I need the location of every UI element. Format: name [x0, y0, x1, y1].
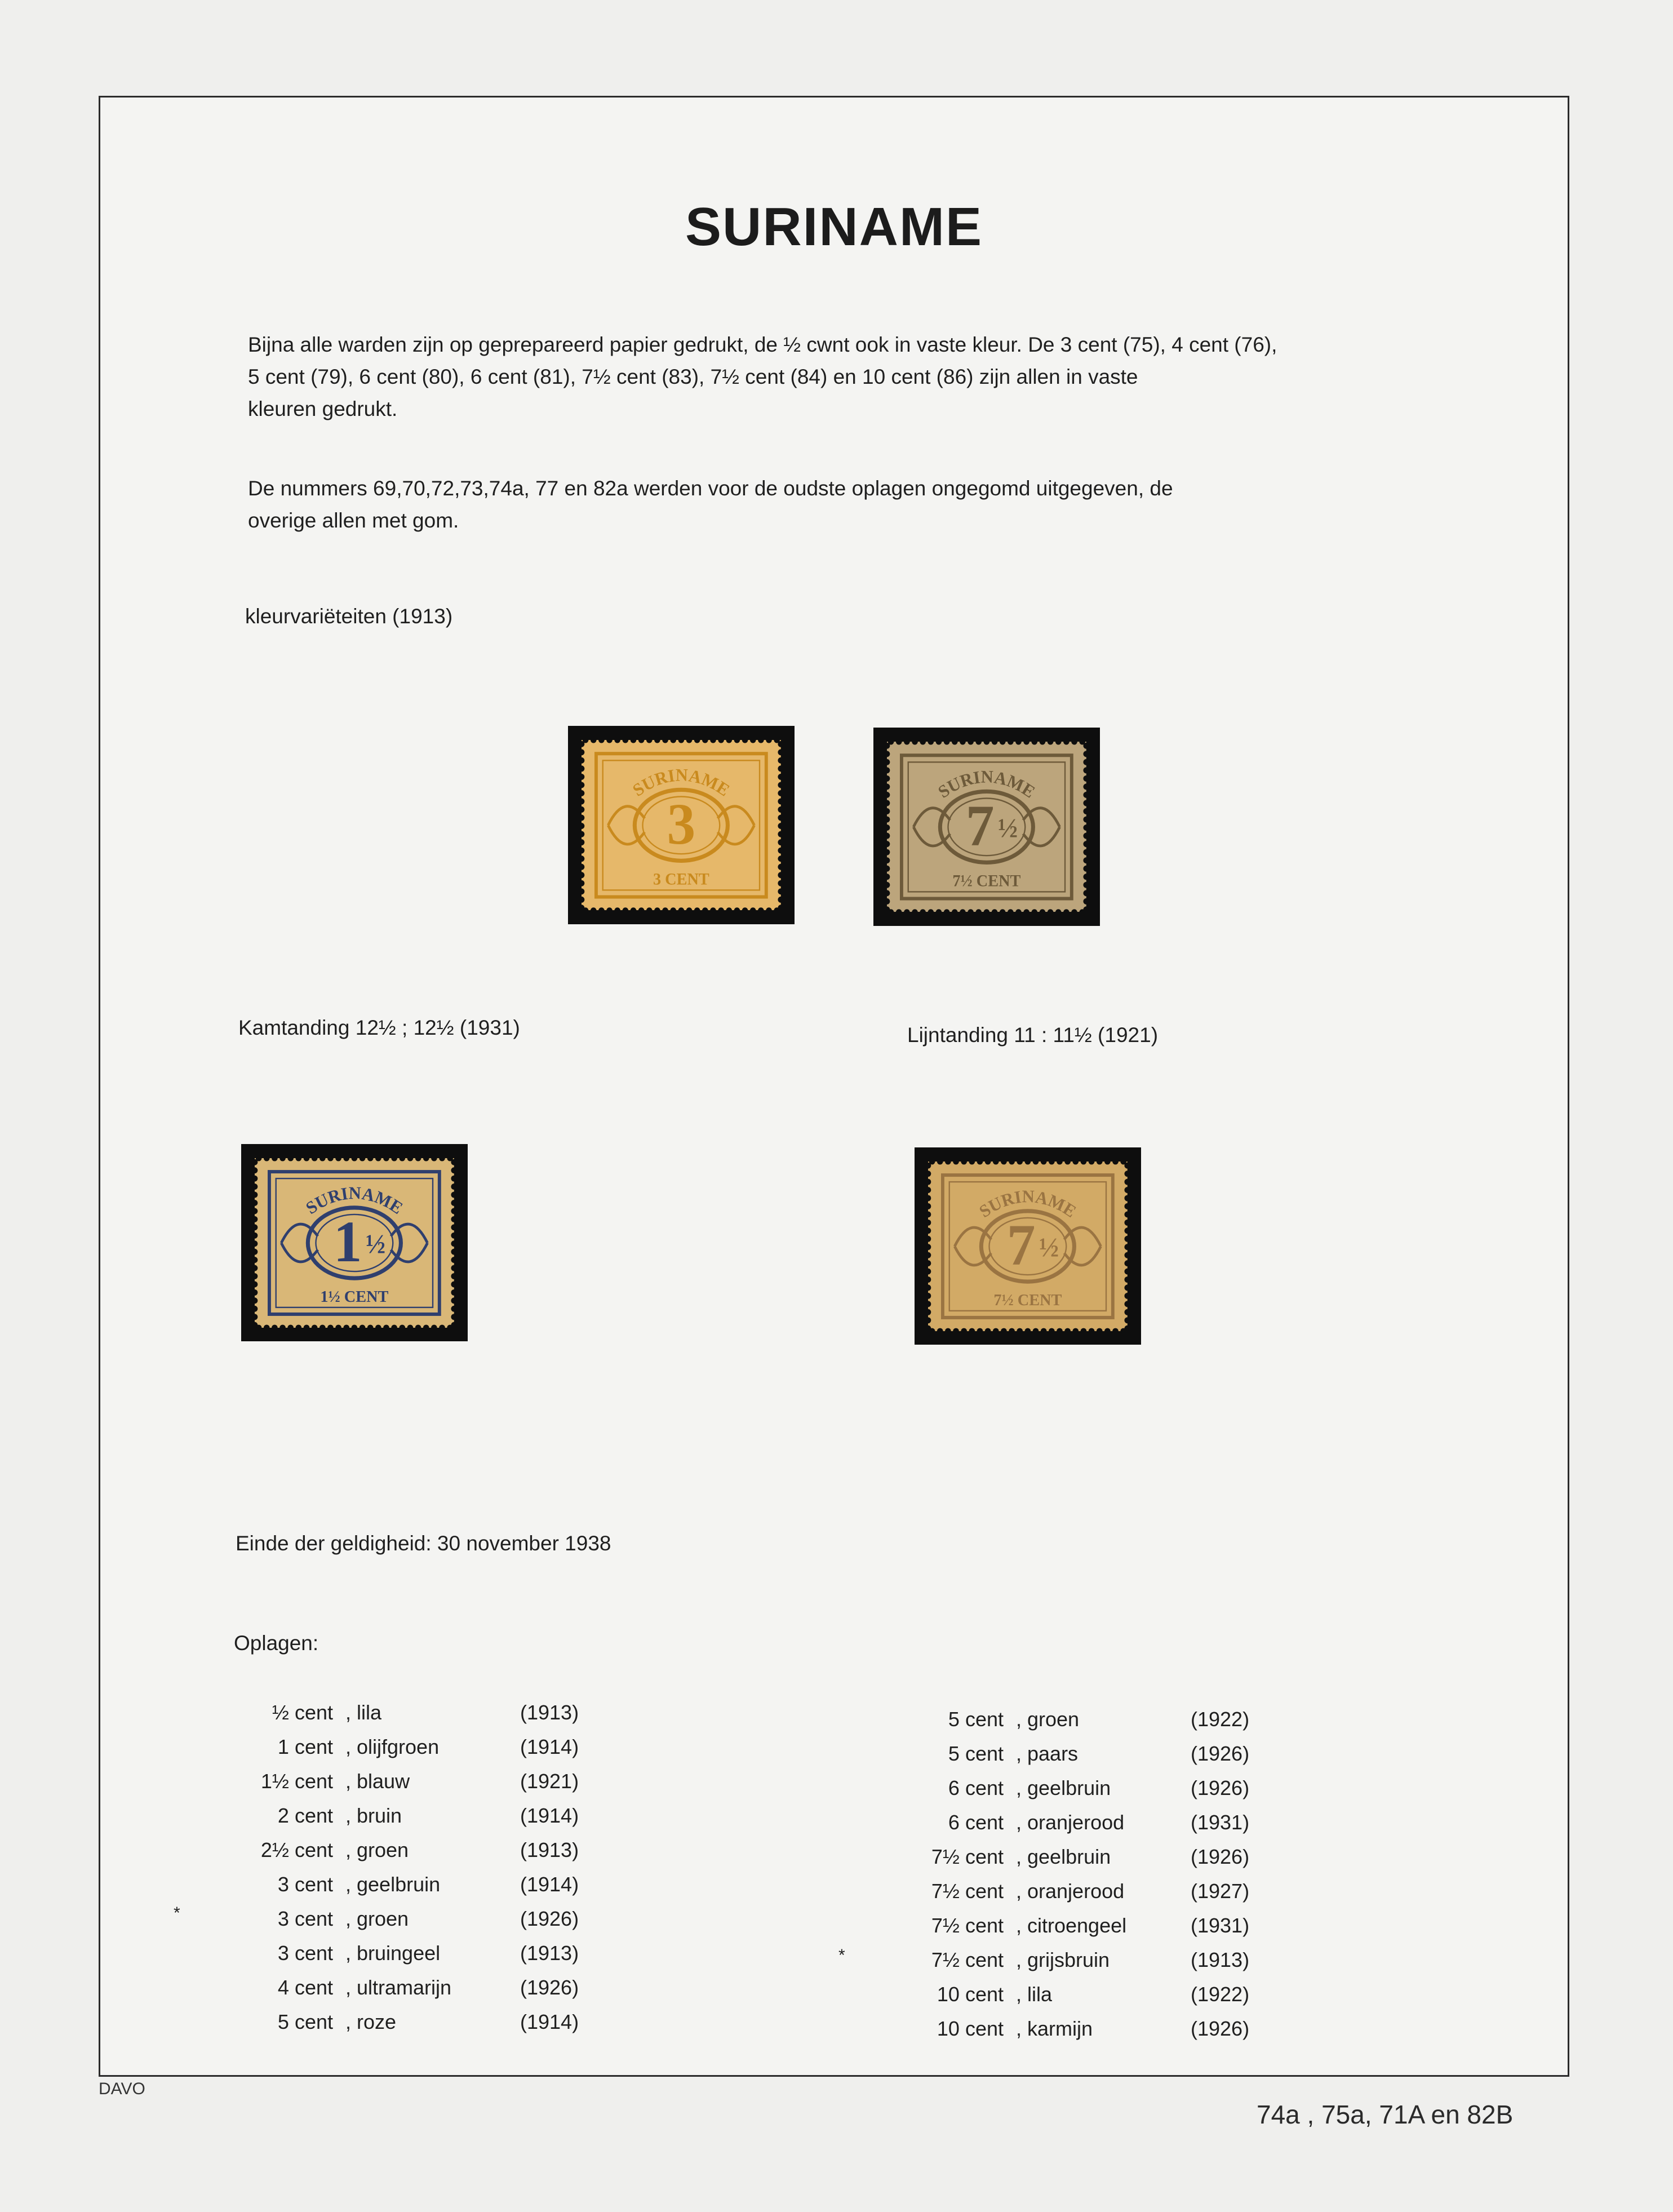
edition-year: (1913): [520, 1701, 579, 1724]
edition-year: (1931): [1191, 1914, 1250, 1937]
stamp-mount-2: [873, 728, 1100, 926]
edition-value: 3 cent: [277, 1941, 333, 1965]
edition-row: [244, 1833, 599, 1867]
edition-value: 1 cent: [277, 1735, 333, 1758]
edition-value: 6 cent: [948, 1811, 1004, 1834]
stamp-artwork: [255, 1158, 454, 1328]
stamp-artwork: [928, 1162, 1128, 1331]
edition-row: [915, 2011, 1270, 2046]
intro-line: Bijna alle warden zijn op geprepareerd papier gedrukt, de ½ cwnt ook in vaste kleur. De 3 cent (75), 4 cent (76),: [248, 333, 1277, 356]
edition-year: (1931): [1191, 1811, 1250, 1834]
edition-color: , ultramarijn: [345, 1976, 452, 1999]
edition-value: 4 cent: [277, 1976, 333, 1999]
edition-year: (1927): [1191, 1879, 1250, 1903]
stamp-1-half-cent: [255, 1158, 454, 1328]
section-line-perforation: Lijntanding 11 : 11½ (1921): [907, 1023, 1159, 1047]
edition-color: , olijfgroen: [345, 1735, 440, 1758]
edition-row: [915, 1702, 1270, 1736]
stamp-country: SURINAME: [975, 1186, 1080, 1221]
edition-value: 10 cent: [937, 2017, 1004, 2040]
edition-row: [244, 1936, 599, 1970]
edition-year: (1913): [520, 1838, 579, 1861]
edition-color: , groen: [345, 1907, 409, 1930]
validity-end: Einde der geldigheid: 30 november 1938: [236, 1532, 611, 1555]
edition-year: (1913): [1191, 1948, 1250, 1971]
edition-row: [244, 1764, 599, 1798]
edition-color: , groen: [345, 1838, 409, 1861]
edition-value: 7½ cent: [931, 1948, 1004, 1971]
page-title: SURINAME: [685, 197, 983, 257]
editions-table-left: [244, 1695, 599, 2039]
edition-value: 7½ cent: [931, 1914, 1004, 1937]
edition-value: 2 cent: [277, 1804, 333, 1827]
footer-brand: DAVO: [99, 2080, 145, 2098]
stamp-7-half-cent-perf: [928, 1162, 1128, 1331]
stamp-numeral: 7: [965, 793, 995, 858]
edition-year: (1926): [520, 1907, 579, 1930]
edition-row: [915, 1736, 1270, 1771]
edition-color: , grijsbruin: [1016, 1948, 1110, 1971]
intro-paragraph-1: [248, 329, 1375, 425]
edition-value: 10 cent: [937, 1983, 1004, 2006]
stamp-3-cent: [582, 740, 781, 911]
edition-value: 7½ cent: [931, 1845, 1004, 1868]
edition-row: [915, 1874, 1270, 1908]
edition-year: (1926): [1191, 1776, 1250, 1799]
edition-color: , lila: [345, 1701, 382, 1724]
edition-color: , geelbruin: [1016, 1845, 1111, 1868]
section-comb-perforation: Kamtanding 12½ ; 12½ (1931): [238, 1016, 520, 1039]
stamp-country: SURINAME: [302, 1182, 407, 1218]
stamp-mount-4: [915, 1147, 1141, 1345]
edition-color: , paars: [1016, 1742, 1079, 1765]
footer-catalog-numbers: 74a , 75a, 71A en 82B: [1257, 2100, 1514, 2129]
marker-star: *: [174, 1904, 180, 1922]
edition-year: (1926): [1191, 1845, 1250, 1868]
edition-year: (1922): [1191, 1708, 1250, 1731]
stamp-fraction: ½: [366, 1229, 386, 1260]
edition-row: [915, 1771, 1270, 1805]
edition-color: , roze: [345, 2010, 397, 2033]
intro-line: overige allen met gom.: [248, 509, 459, 532]
intro-line: kleuren gedrukt.: [248, 397, 398, 420]
edition-row: [244, 1730, 599, 1764]
stamp-7-half-cent: [887, 742, 1086, 912]
edition-color: , geelbruin: [345, 1873, 441, 1896]
stamp-country: SURINAME: [629, 764, 734, 800]
stamp-numeral: 7: [1006, 1213, 1036, 1278]
edition-value: 3 cent: [277, 1907, 333, 1930]
edition-year: (1926): [1191, 2017, 1250, 2040]
edition-year: (1922): [1191, 1983, 1250, 2006]
edition-value: ½ cent: [272, 1701, 333, 1724]
edition-year: (1914): [520, 1804, 579, 1827]
edition-row: [915, 1839, 1270, 1874]
edition-color: , oranjerood: [1016, 1811, 1125, 1834]
edition-row: [915, 1908, 1270, 1943]
intro-paragraph-2: [248, 472, 1375, 537]
edition-row: [915, 1977, 1270, 2011]
edition-year: (1913): [520, 1941, 579, 1965]
stamp-fraction: ½: [1039, 1233, 1059, 1263]
stamp-country: SURINAME: [934, 766, 1039, 802]
stamp-value-text: 3 CENT: [653, 870, 709, 889]
editions-table-right: [915, 1702, 1270, 2046]
stamp-value-text: 7½ CENT: [993, 1291, 1062, 1309]
edition-value: 2½ cent: [260, 1838, 333, 1861]
edition-color: , citroengeel: [1016, 1914, 1127, 1937]
edition-color: , lila: [1016, 1983, 1053, 2006]
edition-year: (1914): [520, 1735, 579, 1758]
album-page: [99, 96, 1569, 2077]
edition-color: , oranjerood: [1016, 1879, 1125, 1903]
edition-value: 1½ cent: [260, 1770, 333, 1793]
edition-color: , groen: [1016, 1708, 1080, 1731]
edition-value: 5 cent: [948, 1708, 1004, 1731]
stamp-numeral: 3: [667, 791, 696, 857]
edition-value: 5 cent: [277, 2010, 333, 2033]
edition-year: (1926): [1191, 1742, 1250, 1765]
stamp-numeral: 1: [333, 1209, 362, 1274]
stamp-fraction: ½: [998, 813, 1018, 844]
edition-row: [915, 1943, 1270, 1977]
edition-row: [244, 1798, 599, 1833]
edition-row: [244, 1970, 599, 2005]
intro-line: 5 cent (79), 6 cent (80), 6 cent (81), 7½ cent (83), 7½ cent (84) en 10 cent (86) zijn allen in vaste: [248, 365, 1138, 388]
edition-value: 5 cent: [948, 1742, 1004, 1765]
edition-color: , blauw: [345, 1770, 410, 1793]
edition-year: (1914): [520, 2010, 579, 2033]
edition-year: (1914): [520, 1873, 579, 1896]
edition-value: 3 cent: [277, 1873, 333, 1896]
intro-line: De nummers 69,70,72,73,74a, 77 en 82a werden voor de oudste oplagen ongegomd uitgegeven, de: [248, 477, 1173, 500]
edition-row: [244, 1695, 599, 1730]
edition-row: [244, 1901, 599, 1936]
edition-color: , bruingeel: [345, 1941, 441, 1965]
stamp-value-text: 1½ CENT: [320, 1288, 389, 1306]
edition-year: (1926): [520, 1976, 579, 1999]
edition-value: 6 cent: [948, 1776, 1004, 1799]
stamp-mount-1: [568, 726, 795, 924]
stamp-mount-3: [241, 1144, 468, 1341]
edition-row: [915, 1805, 1270, 1839]
edition-row: [244, 1867, 599, 1901]
edition-color: , karmijn: [1016, 2017, 1093, 2040]
edition-color: , bruin: [345, 1804, 402, 1827]
editions-heading: Oplagen:: [234, 1632, 319, 1655]
section-color-varieties: kleurvariëteiten (1913): [245, 605, 453, 628]
marker-star: *: [838, 1946, 845, 1965]
stamp-value-text: 7½ CENT: [952, 872, 1021, 890]
edition-row: [244, 2005, 599, 2039]
edition-value: 7½ cent: [931, 1879, 1004, 1903]
stamp-artwork: [582, 740, 781, 911]
edition-color: , geelbruin: [1016, 1776, 1111, 1799]
edition-year: (1921): [520, 1770, 579, 1793]
stamp-artwork: [887, 742, 1086, 912]
